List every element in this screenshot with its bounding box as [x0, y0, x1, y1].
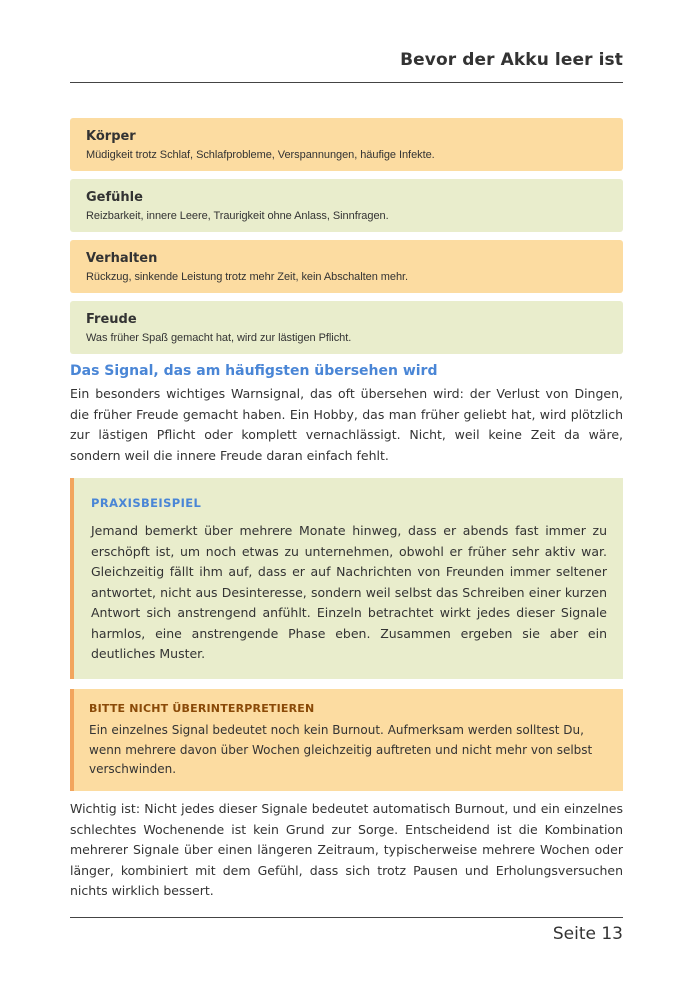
- closing-paragraph: Wichtig ist: Nicht jedes dieser Signale bedeutet automatisch Burnout, und ein einzelnes schlechtes Wochenende ist kein Grund zur Sorge. Entscheidend ist die Kombination mehrerer Signale über einen längeren Zeitraum, typischerweise mehrere Wochen oder länger, kombiniert mit dem Gefühl, dass sich trotz Pausen und Erholungsversuchen nichts wirklich bessert.: [70, 801, 623, 898]
- section-heading: Das Signal, das am häufigsten übersehen wird: [70, 363, 438, 379]
- header-divider: [70, 82, 623, 83]
- example-label: PRAXISBEISPIEL: [91, 496, 202, 510]
- symptom-title: Verhalten: [86, 251, 158, 266]
- symptom-description: Was früher Spaß gemacht hat, wird zur lästigen Pflicht.: [86, 332, 352, 344]
- warning-callout: [70, 689, 623, 791]
- example-text: Jemand bemerkt über mehrere Monate hinweg, dass er abends fast immer zu erschöpft ist, um noch etwas zu unternehmen, obwohl er früher sehr aktiv war. Gleichzeitig fällt ihm auf, dass er auf Nachrichten von Freunden immer seltener antwortet, nicht aus Desinteresse, sondern weil selbst das Schreiben einer kurzen Antwort sich anstrengend anfühlt. Einzeln betrachtet wirkt jedes dieser Signale harmlos, eine anstrengende Phase eben. Zusammen ergeben sie aber ein deutliches Muster.: [91, 523, 607, 661]
- symptom-title: Gefühle: [86, 190, 143, 205]
- symptom-list: [70, 118, 623, 362]
- footer-divider: [70, 917, 623, 918]
- warning-text: Ein einzelnes Signal bedeutet noch kein Burnout. Aufmerksam werden solltest Du, wenn mehrere davon über Wochen gleichzeitig auftreten und nicht mehr von selbst verschwinden.: [89, 723, 593, 776]
- symptom-title: Körper: [86, 129, 136, 144]
- symptom-card-gefuehle: [70, 179, 623, 232]
- symptom-description: Müdigkeit trotz Schlaf, Schlafprobleme, Verspannungen, häufige Infekte.: [86, 149, 435, 161]
- symptom-description: Rückzug, sinkende Leistung trotz mehr Zeit, kein Abschalten mehr.: [86, 271, 409, 283]
- symptom-description: Reizbarkeit, innere Leere, Traurigkeit ohne Anlass, Sinnfragen.: [86, 210, 389, 222]
- symptom-card-freude: [70, 301, 623, 354]
- symptom-card-koerper: [70, 118, 623, 171]
- symptom-title: Freude: [86, 312, 137, 327]
- example-callout: [70, 478, 623, 679]
- warning-label: BITTE NICHT ÜBERINTERPRETIEREN: [89, 702, 315, 715]
- section-paragraph: Ein besonders wichtiges Warnsignal, das oft übersehen wird: der Verlust von Dingen, die früher Freude gemacht haben. Ein Hobby, das man früher geliebt hat, wird plötzlich zur lästigen Pflicht oder komplett vernachlässigt. Nicht, weil keine Zeit da wäre, sondern weil die innere Freude daran einfach fehlt.: [70, 386, 623, 463]
- page-number: Seite 13: [552, 924, 623, 944]
- running-header-title: Bevor der Akku leer ist: [400, 50, 623, 70]
- symptom-card-verhalten: [70, 240, 623, 293]
